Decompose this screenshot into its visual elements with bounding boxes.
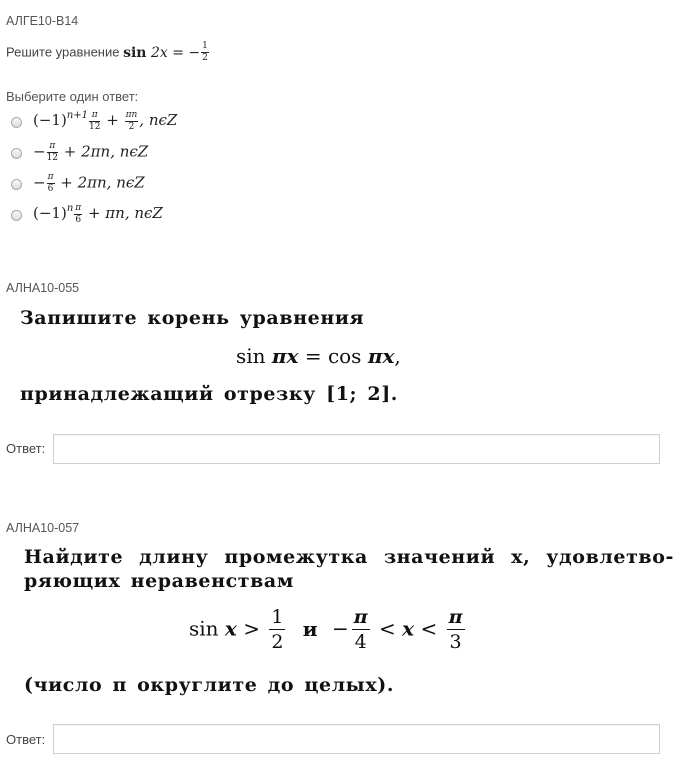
answer-option-1[interactable]: $(-1)^{n+1}$ $\frac{\pi}{12}$ + $\frac{\pi n}{2}$ , nϵZ bbox=[33, 109, 178, 132]
equation: sin πx = cos πx, bbox=[236, 344, 401, 368]
answer-label: Ответ: bbox=[6, 441, 46, 456]
question-code: АЛНА10-055 bbox=[6, 281, 80, 295]
prompt-text: Решите уравнение bbox=[6, 44, 120, 60]
question-text-line: (число π округлите до целых). bbox=[24, 674, 395, 696]
choose-label: Выберите один ответ: bbox=[6, 89, 139, 104]
question-code: АЛНА10-057 bbox=[6, 521, 80, 535]
question-prompt bbox=[6, 42, 210, 63]
answer-radio-3[interactable] bbox=[11, 179, 22, 190]
answer-input[interactable] bbox=[53, 434, 660, 464]
inequalities: sin x > $\frac{1}{2}$ и − $\frac{\pi}{4}$ < x < $\frac{\pi}{3}$ bbox=[189, 606, 463, 653]
answer-option-2[interactable]: − $\frac{\pi}{12}$ + 2πn, nϵZ bbox=[33, 141, 149, 163]
question-code: АЛГЕ10-В14 bbox=[6, 14, 79, 28]
question-text-line: ряющих неравенствам bbox=[24, 570, 294, 592]
answer-input[interactable] bbox=[53, 724, 660, 754]
answer-radio-4[interactable] bbox=[11, 210, 22, 221]
answer-radio-2[interactable] bbox=[11, 148, 22, 159]
answer-option-4[interactable]: $(-1)^n$ $\frac{\pi}{6}$ + πn, nϵZ bbox=[33, 202, 163, 225]
question-text-line: принадлежащий отрезку [1; 2]. bbox=[20, 383, 399, 405]
conjunction: и bbox=[302, 616, 318, 641]
answer-option-3[interactable]: − $\frac{\pi}{6}$ + 2πn, nϵZ bbox=[33, 172, 145, 194]
question-text-line: Запишите корень уравнения bbox=[20, 307, 365, 329]
answer-radio-1[interactable] bbox=[11, 117, 22, 128]
question-text-line: Найдите длину промежутка значений x, удовлетво- bbox=[24, 546, 674, 568]
prompt-equation: sin 2x = − $\frac{1}{2}$ bbox=[123, 41, 208, 63]
answer-label: Ответ: bbox=[6, 732, 46, 747]
